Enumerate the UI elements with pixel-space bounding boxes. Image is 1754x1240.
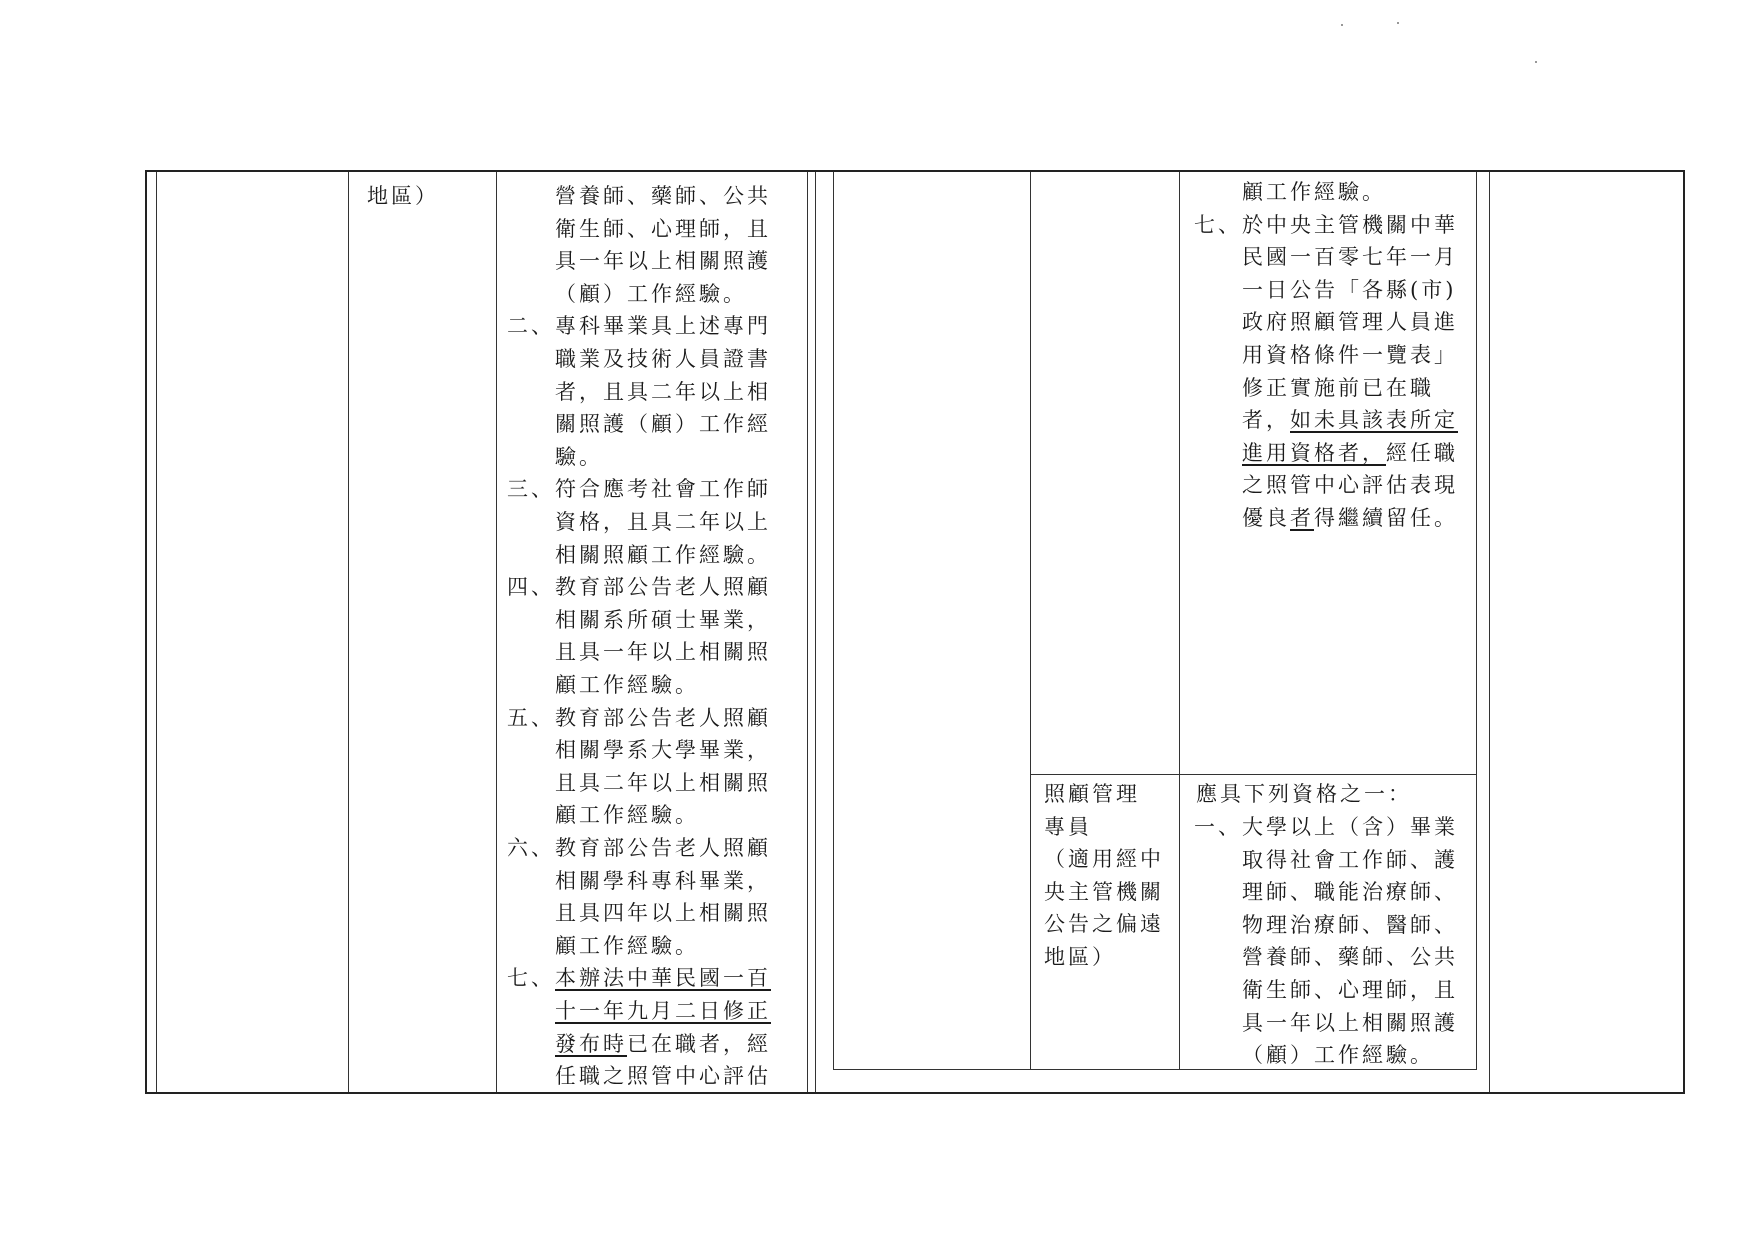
- text-segment: 相關照顧工作經驗。: [555, 542, 771, 567]
- text-segment: 營養師、藥師、公共: [1242, 945, 1458, 970]
- text-segment: 取得社會工作師、護: [1242, 847, 1458, 872]
- list-item-line: [555, 799, 787, 832]
- text-segment: 一日公告「各縣(市): [1242, 277, 1457, 302]
- list-item-line: [555, 1060, 787, 1093]
- list-item-line: [1242, 241, 1474, 274]
- list-item-line: [555, 213, 787, 246]
- list-item-line: [1242, 941, 1474, 974]
- list-item-body: [555, 832, 787, 962]
- scan-speck: [1535, 61, 1537, 63]
- text-segment: 任職之照管中心評估: [555, 1064, 771, 1089]
- text-segment: 教育部公告老人照顧: [555, 836, 771, 860]
- list-item-line: [1242, 209, 1474, 242]
- column-divider: [496, 172, 497, 1092]
- list-item: [1194, 176, 1484, 209]
- list-item-line: [555, 865, 787, 898]
- text-segment: 教育部公告老人照顧: [555, 705, 771, 730]
- text-segment: 具一年以上相關照護: [555, 249, 771, 274]
- list-item-line: [1242, 437, 1474, 470]
- list-item-line: [555, 408, 787, 441]
- left-region-text: 地區）: [367, 184, 439, 208]
- text-segment: 如未具該表所定: [1290, 408, 1458, 433]
- text-segment: 且具一年以上相關照: [555, 640, 771, 665]
- column-divider: [348, 172, 349, 1092]
- text-segment: 衛生師、心理師，且: [555, 216, 771, 241]
- text-segment: 衛生師、心理師，且: [1242, 977, 1458, 1002]
- text-segment: （顧）工作經驗。: [1242, 1043, 1434, 1068]
- text-segment: 者，: [1242, 408, 1290, 433]
- position-title-line: 公告之偏遠: [1044, 912, 1164, 937]
- position-title-line: 照顧管理: [1044, 782, 1140, 806]
- list-item-line: [555, 245, 787, 278]
- list-item-line: [555, 571, 787, 604]
- text-segment: 十一年九月二日修正: [555, 998, 771, 1023]
- subtable-divider: [1030, 172, 1031, 1069]
- list-item-line: [555, 278, 787, 311]
- list-item-line: [1242, 306, 1474, 339]
- text-segment: 相關學系大學畢業，: [555, 738, 771, 763]
- position-title-line: 央主管機關: [1044, 879, 1164, 904]
- list-item-line: [555, 441, 787, 474]
- subtable-row-divider: [1030, 774, 1476, 775]
- list-item: [507, 310, 797, 473]
- list-item-body: [1242, 209, 1474, 535]
- list-item-line: [1242, 404, 1474, 437]
- text-segment: 用資格條件一覽表」: [1242, 342, 1458, 367]
- list-item-body: [555, 473, 787, 571]
- list-item-number: 七、: [1194, 212, 1242, 237]
- position-title-line: 專員: [1044, 814, 1092, 839]
- text-segment: 發布時: [555, 1031, 627, 1056]
- list-item-line: [555, 343, 787, 376]
- list-item-number: 七、: [507, 966, 555, 991]
- list-item-line: [555, 539, 787, 572]
- list-item-line: [1242, 372, 1474, 405]
- list-item-line: [1242, 176, 1474, 209]
- comparison-table: [145, 170, 1685, 1094]
- text-segment: 相關系所碩士畢業，: [555, 607, 771, 632]
- list-item-line: [1242, 844, 1474, 877]
- list-item-line: [555, 767, 787, 800]
- table-border: [156, 172, 157, 1092]
- text-segment: 者: [1290, 505, 1314, 530]
- list-item: [1194, 811, 1484, 1072]
- text-segment: 大學以上（含）畢業: [1242, 815, 1458, 839]
- list-item-line: [1242, 502, 1474, 535]
- list-item: [507, 180, 797, 310]
- list-item: [507, 962, 797, 1125]
- text-segment: 理師、職能治療師、: [1242, 880, 1458, 905]
- list-item-body: [1242, 811, 1474, 1072]
- list-item-number: 二、: [507, 314, 555, 339]
- list-item-line: [1242, 1007, 1474, 1040]
- list-item-line: [555, 310, 787, 343]
- qualification-heading: 應具下列資格之一：: [1196, 782, 1412, 806]
- list-item-body: [555, 962, 787, 1092]
- list-item-body: [555, 571, 787, 701]
- list-item-line: [1242, 274, 1474, 307]
- text-segment: 得繼續留任。: [1314, 505, 1458, 530]
- text-segment: 顧工作經驗。: [1242, 180, 1386, 204]
- list-item-line: [555, 1028, 787, 1061]
- scan-speck: [1341, 24, 1343, 26]
- text-segment: 者，且具二年以上相: [555, 379, 771, 404]
- subtable-divider: [1179, 172, 1180, 1069]
- list-item-line: [555, 506, 787, 539]
- list-item-line: [555, 376, 787, 409]
- list-item-body: [555, 702, 787, 832]
- list-item-line: [555, 669, 787, 702]
- list-item-number: 三、: [507, 477, 555, 502]
- text-segment: 關照護（顧）工作經: [555, 412, 771, 437]
- text-segment: 進用資格者，: [1242, 440, 1386, 465]
- list-item-line: [555, 897, 787, 930]
- text-segment: 物理治療師、醫師、: [1242, 912, 1458, 937]
- text-segment: 已在職者，經: [627, 1031, 771, 1056]
- text-segment: 且具二年以上相關照: [555, 770, 771, 795]
- text-segment: 具一年以上相關照護: [1242, 1010, 1458, 1035]
- list-item-number: 六、: [507, 836, 555, 860]
- text-segment: 顧工作經驗。: [555, 672, 699, 697]
- list-item-line: [555, 995, 787, 1028]
- list-item-line: [555, 702, 787, 735]
- text-segment: 經任職: [1386, 440, 1458, 465]
- text-segment: 顧工作經驗。: [555, 803, 699, 828]
- text-segment: 政府照顧管理人員進: [1242, 310, 1458, 335]
- position-title-line: 地區）: [1044, 944, 1116, 969]
- list-item-line: [555, 180, 787, 213]
- list-item: [507, 832, 797, 962]
- list-item-body: [555, 180, 787, 310]
- text-segment: 民國一百零七年一月: [1242, 245, 1458, 270]
- list-item-line: [555, 930, 787, 963]
- list-item-line: [1242, 1039, 1474, 1072]
- list-item: [1194, 209, 1484, 568]
- column-divider: [1489, 172, 1490, 1092]
- text-segment: 本辦法中華民國一百: [555, 966, 771, 991]
- list-item-line: [1242, 909, 1474, 942]
- list-item-line: [555, 962, 787, 995]
- text-segment: 職業及技術人員證書: [555, 346, 771, 371]
- list-item-body: [1242, 176, 1474, 209]
- list-item-line: [1242, 974, 1474, 1007]
- list-item-line: [555, 636, 787, 669]
- list-item-line: [1242, 811, 1474, 844]
- list-item-number: 五、: [507, 705, 555, 730]
- text-segment: 顧工作經驗。: [555, 933, 699, 958]
- list-item-line: [1242, 469, 1474, 502]
- list-item-line: [555, 734, 787, 767]
- scan-speck: [1397, 22, 1399, 24]
- column-divider: [807, 172, 808, 1092]
- list-item-body: [555, 310, 787, 473]
- text-segment: 優良: [1242, 505, 1290, 530]
- text-segment: 教育部公告老人照顧: [555, 575, 771, 600]
- list-item-line: [555, 604, 787, 637]
- list-item: [507, 702, 797, 832]
- text-segment: 且具四年以上相關照: [555, 901, 771, 926]
- list-item: [507, 571, 797, 701]
- text-segment: 驗。: [555, 444, 603, 469]
- text-segment: 之照管中心評估表現: [1242, 473, 1458, 498]
- text-segment: 符合應考社會工作師: [555, 477, 771, 502]
- list-item-line: [1242, 339, 1474, 372]
- text-segment: 資格，且具二年以上: [555, 509, 771, 534]
- column-divider: [815, 172, 816, 1092]
- position-title: [1044, 778, 1164, 974]
- text-segment: 於中央主管機關中華: [1242, 212, 1458, 237]
- list-item-line: [555, 473, 787, 506]
- text-segment: （顧）工作經驗。: [555, 281, 747, 306]
- text-segment: 專科畢業具上述專門: [555, 314, 771, 339]
- list-item-number: 一、: [1194, 815, 1242, 839]
- text-segment: 營養師、藥師、公共: [555, 184, 771, 208]
- list-item-line: [1242, 876, 1474, 909]
- text-segment: 相關學科專科畢業，: [555, 868, 771, 893]
- position-title-line: （適用經中: [1044, 847, 1164, 872]
- list-item: [507, 473, 797, 571]
- right-subtable: [833, 172, 1477, 1070]
- list-item-number: 四、: [507, 575, 555, 600]
- list-item-line: [555, 832, 787, 865]
- text-segment: 修正實施前已在職: [1242, 375, 1434, 400]
